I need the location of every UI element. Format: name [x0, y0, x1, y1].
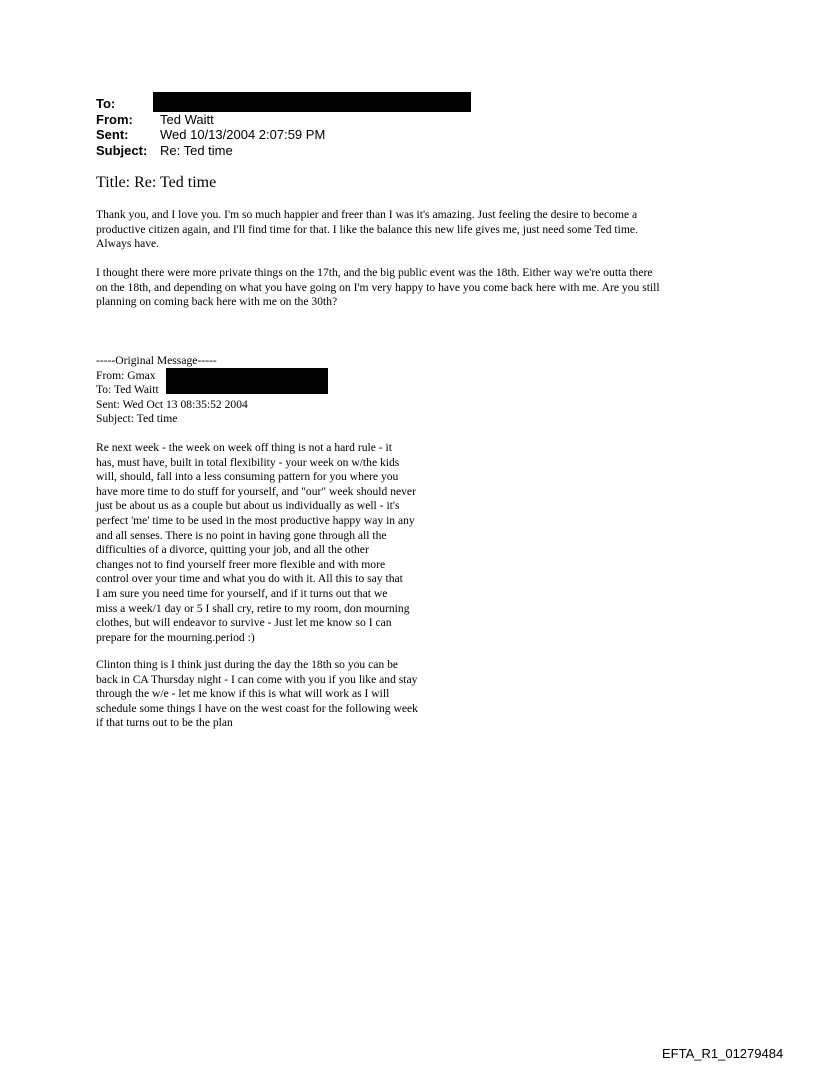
to-redaction-bar [153, 92, 471, 112]
document-id-footer: EFTA_R1_01279484 [662, 1046, 784, 1061]
text-line: planning on coming back here with me on the 30th? [96, 295, 338, 309]
text-line: I thought there were more private things on the 17th, and the big public event was the 18th. Either way we're outta there [96, 266, 653, 279]
reply-paragraph-1 [96, 208, 638, 252]
text-line: Clinton thing is I think just during the day the 18th so you can be [96, 658, 399, 671]
from-value: Ted Waitt [160, 111, 214, 127]
text-line: control over your time and what you do with it. All this to say that [96, 572, 403, 586]
reply-paragraph-2 [96, 266, 660, 310]
text-line: difficulties of a divorce, quitting your job, and all the other [96, 543, 369, 557]
sent-value: Wed 10/13/2004 2:07:59 PM [160, 127, 326, 142]
from-row [96, 112, 325, 128]
original-from: From: Gmax [96, 368, 156, 382]
text-line: if that turns out to be the plan [96, 716, 233, 730]
text-line: I am sure you need time for yourself, and if it turns out that we [96, 586, 388, 600]
text-line: Always have. [96, 237, 160, 251]
subject-row [96, 143, 325, 159]
text-line: back in CA Thursday night - I can come with you if you like and stay [96, 672, 418, 686]
sent-label: Sent: [96, 127, 129, 142]
sent-row [96, 127, 325, 143]
text-line: and all senses. There is no point in having gone through all the [96, 528, 387, 542]
text-line: have more time to do stuff for yourself, and "our" week should never [96, 484, 416, 498]
text-line: has, must have, built in total flexibility - your week on w/the kids [96, 455, 400, 469]
original-body-paragraph-2 [96, 658, 418, 731]
text-line: changes not to find yourself freer more flexible and with more [96, 557, 386, 571]
subject-value: Re: Ted time [160, 142, 233, 158]
text-line: productive citizen again, and I'll find time for that. I like the balance this new life gives me, just need some Ted time. [96, 222, 638, 236]
subject-label: Subject: [96, 142, 148, 158]
text-line: miss a week/1 day or 5 I shall cry, retire to my room, don mourning [96, 601, 410, 615]
text-line: prepare for the mourning.period :) [96, 630, 255, 644]
original-body-paragraph-1 [96, 441, 416, 645]
text-line: through the w/e - let me know if this is what will work as I will [96, 687, 390, 701]
to-label: To: [96, 96, 116, 111]
text-line: schedule some things I have on the west coast for the following week [96, 701, 418, 715]
text-line: Re next week - the week on week off thing is not a hard rule - it [96, 441, 392, 454]
original-subject: Subject: Ted time [96, 412, 178, 426]
text-line: perfect 'me' time to be used in the most productive happy way in any [96, 513, 415, 527]
text-line: clothes, but will endeavor to survive - Just let me know so I can [96, 616, 392, 630]
document-title: Title: Re: Ted time [96, 174, 217, 191]
text-line: will, should, fall into a less consuming pattern for you where you [96, 470, 399, 484]
original-sent: Sent: Wed Oct 13 08:35:52 2004 [96, 397, 248, 411]
original-message-divider: -----Original Message----- [96, 354, 217, 367]
from-redaction-bar [166, 368, 328, 394]
text-line: on the 18th, and depending on what you have going on I'm very happy to have you come back here with me. Are you still [96, 280, 660, 294]
from-label: From: [96, 111, 133, 127]
original-to: To: Ted Waitt [96, 383, 159, 397]
text-line: just be about us as a couple but about us individually as well - it's [96, 499, 400, 513]
text-line: Thank you, and I love you. I'm so much happier and freer than I was it's amazing. Just feeling the desire to become a [96, 208, 638, 221]
